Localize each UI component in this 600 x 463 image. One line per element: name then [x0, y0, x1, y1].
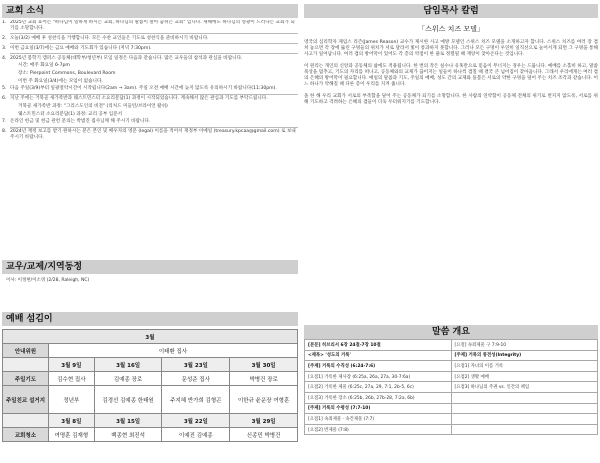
notice-item — [2, 86, 298, 92]
notice-number: 5. — [2, 86, 7, 92]
schedule-cell: 김경선 김예종 한태원 — [94, 386, 162, 414]
outline-cell: [주제] 거룩의 수평성 (7:7-10) — [305, 403, 452, 414]
schedule-week: 3월 29일 — [230, 414, 298, 428]
sermon-paragraph: 영국의 심리학자 제임스 리즌(James Reason) 교수가 제시한 사고 예방 모델인 스위스 치즈 모델을 소개하고자 합니다. 스위스 치즈를 여러 장 겹쳐 놓으면 각 장에 뚫린 구멍들의 위치가 서로 달라서 빛이 통과하지 못합니다. 그러나 모든 구멍이 우연히 일직선으로 늘어서게 되면 그 구멍을 통해 사고가 일어납니다. 여러 겹의 방어막이 있어도 각 층의 약점이 한 줄로 정렬될 때 재앙이 찾아온다는 것입니다. — [304, 40, 598, 57]
outline-cell — [451, 424, 598, 435]
schedule-week-spacer — [3, 358, 49, 372]
notice-item — [2, 96, 298, 102]
schedule-cell: 정년부 — [49, 386, 95, 414]
outline-row — [305, 371, 598, 382]
outline-row — [305, 382, 598, 393]
notice-divider — [10, 53, 298, 54]
schedule-month-a: 3월 — [3, 330, 298, 344]
sermon-column — [304, 20, 598, 320]
schedule-week: 3월 22일 — [162, 414, 230, 428]
notice-divider — [10, 33, 298, 34]
notice-number: 1. — [2, 20, 7, 25]
notice-text: 지난 주에는 거북골 새가족반과 웨스트민스터 소요리문답(1) 과정이 시작되었습니다. 계속해서 많은 관심과 기도를 부탁드립니다. — [10, 96, 268, 102]
notice-item — [2, 129, 298, 140]
notice-number — [10, 63, 18, 69]
notice-number — [10, 112, 18, 118]
schedule-cell: 김예종 장로 — [94, 372, 162, 386]
outline-cell: [요점1] 속죄제물 · 속건제물 (7:7) — [305, 414, 452, 425]
outline-cell: [요점1] 거룩한 제사장 (6:25a, 26a, 27a, 30-7:6a) — [305, 371, 452, 382]
outline-cell: [요점2] 생활 예배 — [451, 371, 598, 382]
notice-item — [2, 71, 298, 77]
notice-text: 이번 주 화요일(3/4)에는 모임이 없습니다. — [18, 78, 103, 84]
outline-cell: [요점2] 거룩한 제물 (6:25c, 27a, 29, 7:1, 2b-5, 6c) — [305, 382, 452, 393]
schedule-week: 3월 16일 — [94, 358, 162, 372]
outline-cell: [요점1] 자녀의 이름 거룩 — [451, 361, 598, 372]
schedule-cell: 이예진 김예종 — [162, 428, 230, 442]
schedule-cleaning-label: 교회청소 — [3, 428, 49, 442]
notice-text: 오늘(3/2) 예배 후 성찬식을 거행합니다. 모든 수찬 교인들은 기도로 성찬식을 준비하시기 바랍니다. — [10, 35, 209, 41]
notices-title: 교회 소식 — [2, 4, 298, 18]
notice-text: 다음 주일(3/9)부터 일광절약시간이 시작됩니다(2am → 3am). 주일 오전 예배 시간에 늦지 않도록 유의하시기 바랍니다(11:30pm). — [10, 86, 277, 92]
notice-number: 2. — [2, 35, 7, 41]
notice-item — [2, 36, 298, 42]
notice-number: 4. — [2, 55, 7, 61]
notice-divider — [10, 94, 298, 95]
notice-number — [10, 104, 18, 110]
outline-title: 말씀 개요 — [304, 325, 598, 339]
schedule-cell: 주지혜 반가희 김형곤 — [162, 386, 230, 414]
outline-row — [305, 424, 598, 435]
notice-item — [2, 112, 298, 118]
notice-number: 6. — [2, 96, 7, 102]
outline-row — [305, 414, 598, 425]
notice-item — [2, 46, 298, 52]
schedule-cell: 여명훈 김재형 — [49, 428, 95, 442]
schedule-prayer-label: 주일기도 — [3, 372, 49, 386]
notice-number: 3. — [2, 45, 7, 51]
schedule-cell: 김수현 집사 — [49, 372, 95, 386]
outline-cell: [본문] 히브리서 6장 24절-7장 10절 — [305, 340, 452, 351]
notice-number: 8. — [2, 129, 7, 135]
schedule-week: 3월 8일 — [49, 414, 95, 428]
sermon-paragraph: 올 한 해 우리 교회가 서로의 부족함을 덮어 주는 공동체가 되기를 소망합니다. 한 사람의 연약함이 공동체 전체의 위기로 번지지 않도록, 서로를 위해 기도하고 격려하는 은혜의 겹들이 더욱 두터워지기를 기도합니다. — [304, 94, 598, 105]
schedule-cell: 박병건 장로 — [230, 372, 298, 386]
schedule-week: 3월 23일 — [162, 358, 230, 372]
outline-cell: [요점3] 거룩한 장소 (6:25b, 26b, 27b-28, 7:2a, 6b) — [305, 392, 452, 403]
schedule-week: 3월 15일 — [94, 414, 162, 428]
notice-item — [2, 56, 298, 62]
outline-row — [305, 403, 598, 414]
outline-row — [305, 350, 598, 361]
schedule-cell: 이한규 윤운장 여형훈 — [230, 386, 298, 414]
outline-cell — [451, 414, 598, 425]
notice-divider — [10, 127, 298, 128]
notice-text: 2025년 교회 표어는 "하나님이 일하게 하시는 교회, 하나님의 말씀이 살아 숨쉬는 교회" 입니다. 새해에도 하나님의 영광이 드러나는 교회가 되기를 소망합니다. — [10, 20, 295, 31]
schedule-usher-label: 안내위원 — [3, 344, 49, 358]
notice-item — [2, 63, 298, 69]
schedule-title: 예배 섬김이 — [2, 312, 298, 326]
outline-cell: <제목> '성도의 거룩' — [305, 350, 452, 361]
outline-cell: [요점2] 번제물 (7:8) — [305, 424, 452, 435]
notice-text: 2024년 재정 보고를 받기 원하시는 분은 본인 및 배우자의 영문 (legal) 이름을 적어서 재정부 이메일 (treasury.kpcaa@gmail.com) 로 보내주시기 바랍니다. — [10, 129, 296, 140]
visit-text: 이사: 이정현/이소영 (2/28, Raleigh, NC) — [6, 278, 90, 283]
notice-text: 시간: 매주 화요일 6-7pm — [18, 63, 70, 69]
outline-cell: [요절] 속죄제물 구 7:9-10 — [451, 340, 598, 351]
outline-row — [305, 361, 598, 372]
sermon-title: 담임목사 칼럼 — [304, 4, 598, 18]
schedule-cell: 문성준 집사 — [162, 372, 230, 386]
notice-text: 온라인 헌금 및 헌금 관련 문의는 박범진 집사님께 해 주시기 바랍니다. — [10, 119, 151, 125]
notices-list — [2, 20, 298, 260]
sermon-paragraph: 이 원리는 개인의 신앙과 공동체의 삶에도 적용됩니다. 한 번의 작은 실수나 유혹만으로 믿음이 무너지는 경우는 드뭅니다. 예배를 소홀히 하고, 말씀 묵상을 멈추고, 기도의 자리를 떠나고, 공동체와의 교제가 끊어지는 일들이 하나씩 겹칠 때 결국 큰 넘어짐이 찾아옵니다. 그래서 우리에게는 여러 겹의 은혜의 방어막이 필요합니다. 매일의 말씀과 기도, 주일의 예배, 성도 간의 교제와 돌봄은 서로의 약한 구멍을 덮어 주는 치즈 조각과 같습니다. 어느 하나가 약해질 때 다른 층이 우리를 지켜 줍니다. — [304, 64, 598, 87]
outline-row — [305, 340, 598, 351]
schedule-week: 3월 30일 — [230, 358, 298, 372]
outline-row — [305, 392, 598, 403]
notice-number: 7. — [2, 119, 7, 125]
notice-text: 2025년 봄학기 캠퍼스 공동체(대학부/청년부) 모임 일정은 다음과 같습니다. 많은 교우들의 참석과 관심을 바랍니다. — [10, 55, 243, 61]
notice-item — [2, 20, 298, 31]
schedule-table — [2, 329, 298, 442]
notice-divider — [10, 43, 298, 44]
outline-cell — [451, 403, 598, 414]
outline-cell — [451, 392, 598, 403]
notice-text: 웨스트민스터 소요리문답(1) 과정: 교리 공부 입문서 — [18, 111, 123, 117]
notice-item — [2, 119, 298, 125]
visit-title: 교우/교제/지역동정 — [2, 260, 298, 274]
notice-item — [2, 104, 298, 110]
notice-number — [10, 79, 18, 85]
schedule-cell: 신종민 박병건 — [230, 428, 298, 442]
schedule-usher-value: 이태환 집사 — [49, 344, 298, 358]
notice-text: 거북골 새가족반 과정: "그리스도인의 비전" (리처드 미들턴/브라이언 왈쉬) — [18, 103, 168, 109]
schedule-dishes-label: 주일친교 설거지 — [3, 386, 49, 414]
notice-item — [2, 79, 298, 85]
notice-text: 장소: Pierpoint Commons, Boulevard Room — [18, 71, 116, 77]
outline-cell: [요점3] 하나님의 주권 vs. 인간의 책임 — [451, 382, 598, 393]
sermon-subtitle: 「스위스 치즈 모델」 — [418, 25, 484, 33]
notice-number — [10, 71, 18, 77]
notice-text: 이번 금요일(3/7)에는 금요 예배와 기도회가 있습니다 (저녁 7:30pm). — [10, 45, 152, 51]
schedule-cell: 백종현 최진석 — [94, 428, 162, 442]
schedule-week: 3월 9일 — [49, 358, 95, 372]
outline-table — [304, 339, 598, 435]
outline-cell: [주제] 거룩의 수직성 (6:24-7:6) — [305, 361, 452, 372]
schedule-week-spacer — [3, 414, 49, 428]
outline-cell: [주제] 거룩의 통전성(Integrity) — [451, 350, 598, 361]
